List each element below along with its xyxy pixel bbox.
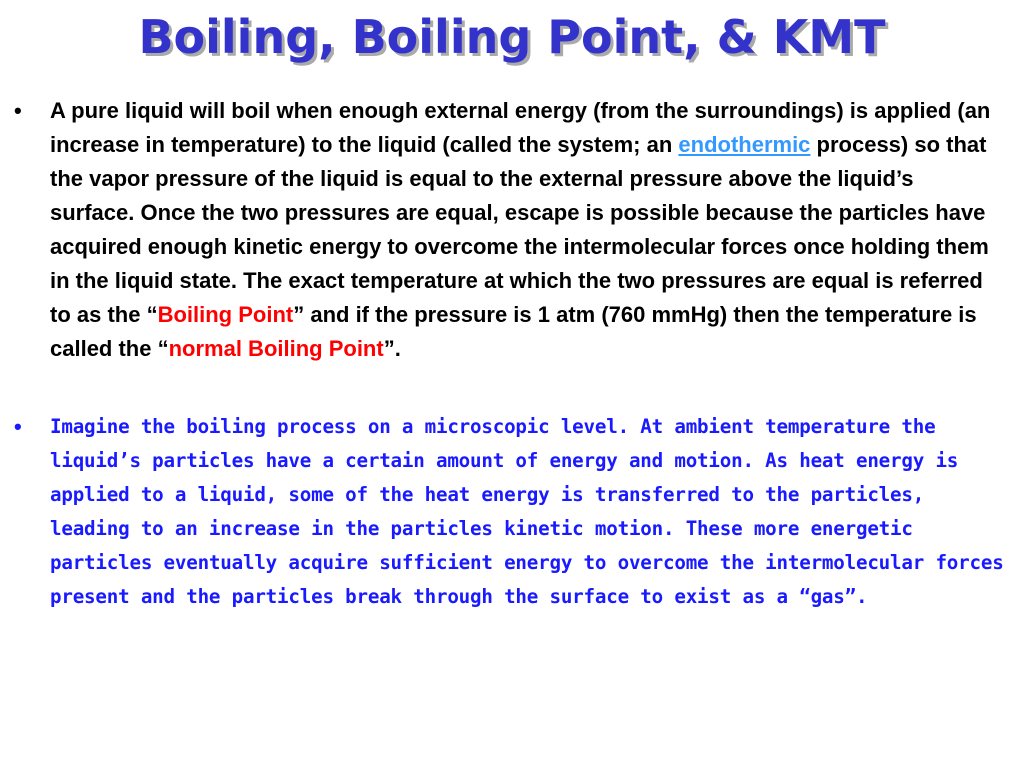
normal-boiling-point-term: normal Boiling Point xyxy=(168,336,384,361)
boiling-point-term: Boiling Point xyxy=(157,302,294,327)
bullet2-text: Imagine the boiling process on a microscopic level. At ambient temperature the liquid’s particles have a certain amount of energy and motion. As heat energy is applied to a liquid, some of the heat energy is transferred to the particles, leading to an increase in the particles kinetic motion. These more energetic particles eventually acquire sufficient energy to overcome the intermolecular forces present and the particles break through the surface to exist as a “gas”. xyxy=(50,415,1004,608)
bullet1-text-part4: ”. xyxy=(383,336,401,361)
bullet-microscopic-process xyxy=(0,410,1004,614)
endothermic-link[interactable]: endothermic xyxy=(678,132,811,157)
bullet1-text-part3: ” and if the pressure is 1 atm (760 mmHg) then the temperature is called the “ xyxy=(50,302,977,361)
bullet-point-icon: • xyxy=(14,414,22,439)
bullet1-text-part2: process) so that the vapor pressure of the liquid is equal to the external pressure above the liquid’s surface. Once the two pressures are equal, escape is possible because the particles have acquired enough kinetic energy to overcome the intermolecular forces once holding them in the liquid state. The exact temperature at which the two pressures are equal is referred to as the “ xyxy=(50,132,989,327)
bullet1-text-part1: A pure liquid will boil when enough external energy (from the surroundings) is applied (an increase in temperature) to the liquid (called the system; an xyxy=(50,98,991,157)
bullet-boiling-definition xyxy=(0,94,1002,366)
bullet-point-icon: • xyxy=(14,98,22,123)
slide-title: Boiling, Boiling Point, & KMT xyxy=(138,10,886,64)
bullet-list xyxy=(0,94,1024,614)
